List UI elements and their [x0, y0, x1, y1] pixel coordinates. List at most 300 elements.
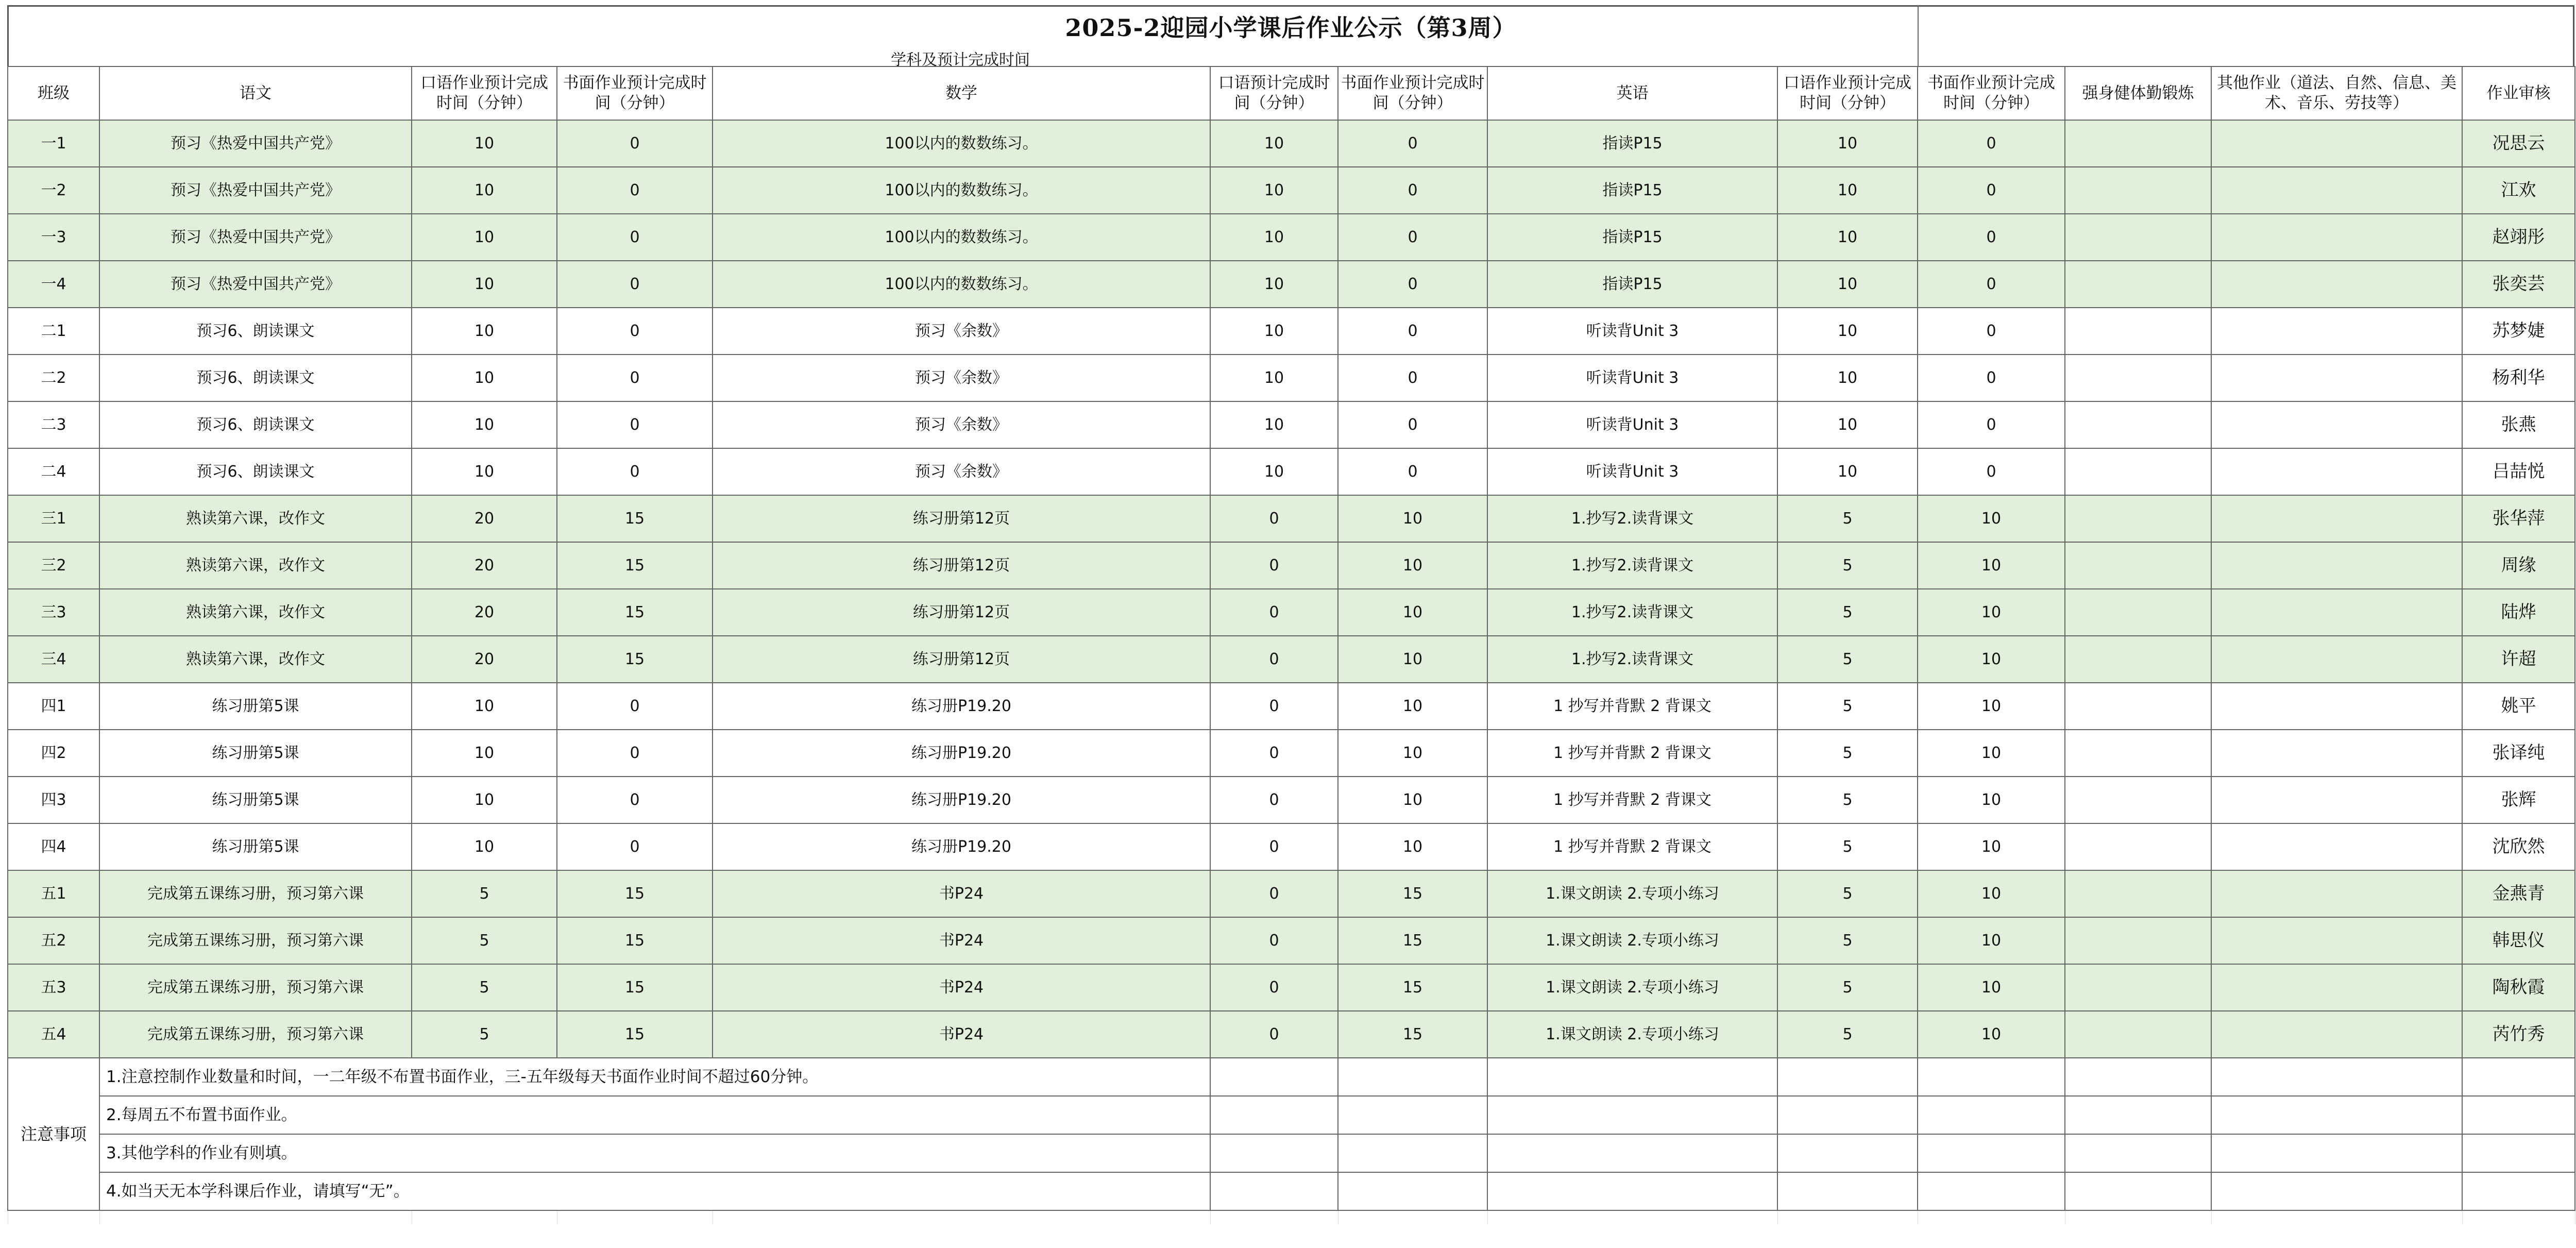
chinese-written-cell[interactable]: 0: [557, 401, 713, 448]
math-written-cell[interactable]: 0: [1338, 167, 1487, 214]
empty-cell[interactable]: [713, 1210, 1210, 1224]
math-written-cell[interactable]: 15: [1338, 1011, 1487, 1058]
chinese-written-cell[interactable]: 15: [557, 964, 713, 1011]
class-cell[interactable]: 一4: [8, 261, 99, 308]
math-oral-cell[interactable]: 0: [1210, 823, 1338, 870]
chinese-cell[interactable]: 预习6、朗读课文: [99, 308, 412, 355]
english-oral-cell[interactable]: 5: [1777, 777, 1918, 823]
chinese-written-cell[interactable]: 0: [557, 120, 713, 167]
empty-cell[interactable]: [2462, 1172, 2575, 1210]
math-oral-cell[interactable]: 0: [1210, 870, 1338, 917]
header-reviewer[interactable]: 作业审核: [2462, 66, 2575, 120]
english-written-cell[interactable]: 0: [1918, 355, 2065, 401]
chinese-written-cell[interactable]: 0: [557, 355, 713, 401]
english-oral-cell[interactable]: 10: [1777, 355, 1918, 401]
english-oral-cell[interactable]: 5: [1777, 495, 1918, 542]
empty-cell[interactable]: [1777, 1172, 1918, 1210]
math-oral-cell[interactable]: 0: [1210, 1011, 1338, 1058]
class-cell[interactable]: 四1: [8, 683, 99, 730]
english-oral-cell[interactable]: 10: [1777, 401, 1918, 448]
header-math-oral-time[interactable]: 口语预计完成时间（分钟）: [1210, 66, 1338, 120]
english-written-cell[interactable]: 0: [1918, 448, 2065, 495]
header-math[interactable]: 数学: [713, 66, 1210, 120]
reviewer-cell[interactable]: 沈欣然: [2462, 823, 2575, 870]
english-oral-cell[interactable]: 10: [1777, 261, 1918, 308]
chinese-oral-cell[interactable]: 20: [412, 636, 557, 683]
class-cell[interactable]: 四4: [8, 823, 99, 870]
chinese-cell[interactable]: 预习《热爱中国共产党》: [99, 120, 412, 167]
chinese-cell[interactable]: 预习6、朗读课文: [99, 401, 412, 448]
other-homework-cell[interactable]: [2211, 448, 2462, 495]
class-cell[interactable]: 二3: [8, 401, 99, 448]
chinese-oral-cell[interactable]: 10: [412, 823, 557, 870]
chinese-written-cell[interactable]: 0: [557, 683, 713, 730]
header-exercise[interactable]: 强身健体勤锻炼: [2065, 66, 2211, 120]
other-homework-cell[interactable]: [2211, 401, 2462, 448]
math-cell[interactable]: 预习《余数》: [713, 448, 1210, 495]
english-written-cell[interactable]: 10: [1918, 542, 2065, 589]
english-written-cell[interactable]: 10: [1918, 589, 2065, 636]
class-cell[interactable]: 三3: [8, 589, 99, 636]
math-oral-cell[interactable]: 0: [1210, 589, 1338, 636]
empty-cell[interactable]: [1487, 1058, 1777, 1096]
english-cell[interactable]: 听读背Unit 3: [1487, 401, 1777, 448]
math-oral-cell[interactable]: 10: [1210, 167, 1338, 214]
english-written-cell[interactable]: 0: [1918, 120, 2065, 167]
other-homework-cell[interactable]: [2211, 730, 2462, 777]
empty-cell[interactable]: [1210, 1210, 1338, 1224]
chinese-cell[interactable]: 练习册第5课: [99, 730, 412, 777]
empty-cell[interactable]: [1338, 1210, 1487, 1224]
exercise-cell[interactable]: [2065, 401, 2211, 448]
empty-cell[interactable]: [2462, 1058, 2575, 1096]
chinese-oral-cell[interactable]: 5: [412, 1011, 557, 1058]
exercise-cell[interactable]: [2065, 777, 2211, 823]
english-written-cell[interactable]: 10: [1918, 964, 2065, 1011]
chinese-oral-cell[interactable]: 10: [412, 730, 557, 777]
math-written-cell[interactable]: 15: [1338, 917, 1487, 964]
empty-cell[interactable]: [8, 1210, 99, 1224]
english-oral-cell[interactable]: 5: [1777, 589, 1918, 636]
empty-cell[interactable]: [1918, 1210, 2065, 1224]
other-homework-cell[interactable]: [2211, 683, 2462, 730]
notes-label[interactable]: 注意事项: [8, 1058, 99, 1210]
english-oral-cell[interactable]: 10: [1777, 167, 1918, 214]
chinese-cell[interactable]: 完成第五课练习册，预习第六课: [99, 917, 412, 964]
english-oral-cell[interactable]: 5: [1777, 542, 1918, 589]
reviewer-cell[interactable]: 张华萍: [2462, 495, 2575, 542]
exercise-cell[interactable]: [2065, 542, 2211, 589]
math-cell[interactable]: 练习册P19.20: [713, 683, 1210, 730]
chinese-cell[interactable]: 练习册第5课: [99, 777, 412, 823]
chinese-written-cell[interactable]: 0: [557, 448, 713, 495]
empty-cell[interactable]: [2462, 1134, 2575, 1172]
other-homework-cell[interactable]: [2211, 589, 2462, 636]
note-text[interactable]: 2.每周五不布置书面作业。: [99, 1096, 1210, 1134]
reviewer-cell[interactable]: 韩思仪: [2462, 917, 2575, 964]
reviewer-cell[interactable]: 张奕芸: [2462, 261, 2575, 308]
chinese-written-cell[interactable]: 0: [557, 214, 713, 261]
math-oral-cell[interactable]: 10: [1210, 261, 1338, 308]
math-cell[interactable]: 100以内的数数练习。: [713, 167, 1210, 214]
reviewer-cell[interactable]: 陆烨: [2462, 589, 2575, 636]
class-cell[interactable]: 二1: [8, 308, 99, 355]
math-written-cell[interactable]: 0: [1338, 448, 1487, 495]
other-homework-cell[interactable]: [2211, 214, 2462, 261]
empty-cell[interactable]: [557, 1210, 713, 1224]
empty-cell[interactable]: [1918, 1058, 2065, 1096]
empty-cell[interactable]: [2211, 1096, 2462, 1134]
other-homework-cell[interactable]: [2211, 355, 2462, 401]
chinese-cell[interactable]: 完成第五课练习册，预习第六课: [99, 964, 412, 1011]
exercise-cell[interactable]: [2065, 636, 2211, 683]
reviewer-cell[interactable]: 陶秋霞: [2462, 964, 2575, 1011]
chinese-cell[interactable]: 熟读第六课，改作文: [99, 636, 412, 683]
math-oral-cell[interactable]: 0: [1210, 636, 1338, 683]
math-oral-cell[interactable]: 10: [1210, 401, 1338, 448]
english-written-cell[interactable]: 10: [1918, 823, 2065, 870]
math-cell[interactable]: 书P24: [713, 870, 1210, 917]
class-cell[interactable]: 二4: [8, 448, 99, 495]
reviewer-cell[interactable]: 张燕: [2462, 401, 2575, 448]
empty-cell[interactable]: [412, 1210, 557, 1224]
chinese-oral-cell[interactable]: 20: [412, 542, 557, 589]
chinese-cell[interactable]: 熟读第六课，改作文: [99, 495, 412, 542]
english-cell[interactable]: 1.课文朗读 2.专项小练习: [1487, 1011, 1777, 1058]
reviewer-cell[interactable]: 周缘: [2462, 542, 2575, 589]
math-cell[interactable]: 练习册第12页: [713, 636, 1210, 683]
english-written-cell[interactable]: 10: [1918, 917, 2065, 964]
math-cell[interactable]: 书P24: [713, 917, 1210, 964]
english-written-cell[interactable]: 10: [1918, 777, 2065, 823]
english-cell[interactable]: 1 抄写并背默 2 背课文: [1487, 823, 1777, 870]
class-cell[interactable]: 三4: [8, 636, 99, 683]
exercise-cell[interactable]: [2065, 167, 2211, 214]
class-cell[interactable]: 三1: [8, 495, 99, 542]
reviewer-cell[interactable]: 杨利华: [2462, 355, 2575, 401]
math-oral-cell[interactable]: 0: [1210, 730, 1338, 777]
math-cell[interactable]: 预习《余数》: [713, 355, 1210, 401]
empty-cell[interactable]: [99, 1210, 412, 1224]
empty-cell[interactable]: [1487, 1172, 1777, 1210]
empty-cell[interactable]: [1777, 1096, 1918, 1134]
reviewer-cell[interactable]: 赵翊彤: [2462, 214, 2575, 261]
reviewer-cell[interactable]: 芮竹秀: [2462, 1011, 2575, 1058]
english-cell[interactable]: 1.抄写2.读背课文: [1487, 495, 1777, 542]
empty-cell[interactable]: [2211, 1210, 2462, 1224]
exercise-cell[interactable]: [2065, 448, 2211, 495]
other-homework-cell[interactable]: [2211, 120, 2462, 167]
math-written-cell[interactable]: 10: [1338, 589, 1487, 636]
other-homework-cell[interactable]: [2211, 1011, 2462, 1058]
math-oral-cell[interactable]: 0: [1210, 683, 1338, 730]
english-cell[interactable]: 1.抄写2.读背课文: [1487, 589, 1777, 636]
english-oral-cell[interactable]: 5: [1777, 823, 1918, 870]
chinese-oral-cell[interactable]: 10: [412, 355, 557, 401]
class-cell[interactable]: 二2: [8, 355, 99, 401]
exercise-cell[interactable]: [2065, 870, 2211, 917]
chinese-oral-cell[interactable]: 10: [412, 448, 557, 495]
empty-cell[interactable]: [1210, 1134, 1338, 1172]
chinese-cell[interactable]: 完成第五课练习册，预习第六课: [99, 870, 412, 917]
empty-cell[interactable]: [1777, 1210, 1918, 1224]
english-oral-cell[interactable]: 5: [1777, 917, 1918, 964]
math-written-cell[interactable]: 10: [1338, 823, 1487, 870]
english-written-cell[interactable]: 10: [1918, 636, 2065, 683]
chinese-written-cell[interactable]: 0: [557, 823, 713, 870]
english-written-cell[interactable]: 0: [1918, 308, 2065, 355]
chinese-written-cell[interactable]: 0: [557, 261, 713, 308]
english-cell[interactable]: 1.抄写2.读背课文: [1487, 542, 1777, 589]
chinese-oral-cell[interactable]: 10: [412, 120, 557, 167]
english-oral-cell[interactable]: 5: [1777, 730, 1918, 777]
english-cell[interactable]: 1.课文朗读 2.专项小练习: [1487, 964, 1777, 1011]
empty-cell[interactable]: [2211, 1134, 2462, 1172]
chinese-oral-cell[interactable]: 5: [412, 964, 557, 1011]
empty-cell[interactable]: [1210, 1172, 1338, 1210]
math-cell[interactable]: 100以内的数数练习。: [713, 261, 1210, 308]
chinese-oral-cell[interactable]: 10: [412, 777, 557, 823]
exercise-cell[interactable]: [2065, 1011, 2211, 1058]
exercise-cell[interactable]: [2065, 730, 2211, 777]
english-cell[interactable]: 指读P15: [1487, 261, 1777, 308]
exercise-cell[interactable]: [2065, 823, 2211, 870]
empty-cell[interactable]: [1487, 1210, 1777, 1224]
chinese-cell[interactable]: 预习《热爱中国共产党》: [99, 261, 412, 308]
empty-cell[interactable]: [1338, 1134, 1487, 1172]
english-cell[interactable]: 1.抄写2.读背课文: [1487, 636, 1777, 683]
math-cell[interactable]: 预习《余数》: [713, 308, 1210, 355]
english-cell[interactable]: 听读背Unit 3: [1487, 448, 1777, 495]
math-oral-cell[interactable]: 0: [1210, 542, 1338, 589]
english-cell[interactable]: 指读P15: [1487, 120, 1777, 167]
math-cell[interactable]: 练习册第12页: [713, 589, 1210, 636]
other-homework-cell[interactable]: [2211, 964, 2462, 1011]
exercise-cell[interactable]: [2065, 214, 2211, 261]
english-written-cell[interactable]: 10: [1918, 495, 2065, 542]
empty-cell[interactable]: [1210, 1096, 1338, 1134]
chinese-cell[interactable]: 练习册第5课: [99, 683, 412, 730]
chinese-oral-cell[interactable]: 10: [412, 261, 557, 308]
other-homework-cell[interactable]: [2211, 542, 2462, 589]
english-oral-cell[interactable]: 5: [1777, 870, 1918, 917]
other-homework-cell[interactable]: [2211, 917, 2462, 964]
chinese-oral-cell[interactable]: 20: [412, 495, 557, 542]
class-cell[interactable]: 一1: [8, 120, 99, 167]
class-cell[interactable]: 四3: [8, 777, 99, 823]
math-oral-cell[interactable]: 0: [1210, 777, 1338, 823]
reviewer-cell[interactable]: 金燕青: [2462, 870, 2575, 917]
english-cell[interactable]: 1.课文朗读 2.专项小练习: [1487, 917, 1777, 964]
math-written-cell[interactable]: 10: [1338, 683, 1487, 730]
reviewer-cell[interactable]: 况思云: [2462, 120, 2575, 167]
english-written-cell[interactable]: 10: [1918, 870, 2065, 917]
math-cell[interactable]: 练习册P19.20: [713, 823, 1210, 870]
chinese-cell[interactable]: 熟读第六课，改作文: [99, 589, 412, 636]
math-cell[interactable]: 练习册P19.20: [713, 777, 1210, 823]
english-cell[interactable]: 1 抄写并背默 2 背课文: [1487, 777, 1777, 823]
math-written-cell[interactable]: 10: [1338, 636, 1487, 683]
chinese-oral-cell[interactable]: 10: [412, 683, 557, 730]
english-oral-cell[interactable]: 10: [1777, 214, 1918, 261]
chinese-written-cell[interactable]: 15: [557, 1011, 713, 1058]
english-written-cell[interactable]: 10: [1918, 1011, 2065, 1058]
header-chinese-oral-time[interactable]: 口语作业预计完成时间（分钟）: [412, 66, 557, 120]
math-written-cell[interactable]: 0: [1338, 355, 1487, 401]
exercise-cell[interactable]: [2065, 120, 2211, 167]
chinese-cell[interactable]: 预习6、朗读课文: [99, 355, 412, 401]
empty-cell[interactable]: [1487, 1096, 1777, 1134]
other-homework-cell[interactable]: [2211, 870, 2462, 917]
chinese-oral-cell[interactable]: 10: [412, 308, 557, 355]
math-cell[interactable]: 书P24: [713, 964, 1210, 1011]
class-cell[interactable]: 五2: [8, 917, 99, 964]
exercise-cell[interactable]: [2065, 917, 2211, 964]
reviewer-cell[interactable]: 张译纯: [2462, 730, 2575, 777]
note-text[interactable]: 4.如当天无本学科课后作业，请填写“无”。: [99, 1172, 1210, 1210]
chinese-cell[interactable]: 预习6、朗读课文: [99, 448, 412, 495]
empty-cell[interactable]: [2211, 1058, 2462, 1096]
english-written-cell[interactable]: 0: [1918, 167, 2065, 214]
english-cell[interactable]: 1.课文朗读 2.专项小练习: [1487, 870, 1777, 917]
other-homework-cell[interactable]: [2211, 495, 2462, 542]
chinese-written-cell[interactable]: 15: [557, 636, 713, 683]
math-cell[interactable]: 预习《余数》: [713, 401, 1210, 448]
chinese-written-cell[interactable]: 15: [557, 870, 713, 917]
empty-cell[interactable]: [1487, 1134, 1777, 1172]
chinese-written-cell[interactable]: 0: [557, 730, 713, 777]
class-cell[interactable]: 四2: [8, 730, 99, 777]
math-written-cell[interactable]: 15: [1338, 870, 1487, 917]
chinese-oral-cell[interactable]: 5: [412, 917, 557, 964]
empty-cell[interactable]: [2462, 1096, 2575, 1134]
header-chinese-written-time[interactable]: 书面作业预计完成时间（分钟）: [557, 66, 713, 120]
math-oral-cell[interactable]: 0: [1210, 917, 1338, 964]
reviewer-cell[interactable]: 张辉: [2462, 777, 2575, 823]
exercise-cell[interactable]: [2065, 683, 2211, 730]
english-cell[interactable]: 1 抄写并背默 2 背课文: [1487, 730, 1777, 777]
math-written-cell[interactable]: 15: [1338, 964, 1487, 1011]
chinese-written-cell[interactable]: 15: [557, 589, 713, 636]
english-oral-cell[interactable]: 5: [1777, 964, 1918, 1011]
chinese-written-cell[interactable]: 0: [557, 167, 713, 214]
math-cell[interactable]: 练习册第12页: [713, 542, 1210, 589]
empty-cell[interactable]: [2065, 1210, 2211, 1224]
empty-cell[interactable]: [1777, 1134, 1918, 1172]
header-english-written-time[interactable]: 书面作业预计完成时间（分钟）: [1918, 66, 2065, 120]
english-cell[interactable]: 指读P15: [1487, 167, 1777, 214]
empty-cell[interactable]: [1338, 1058, 1487, 1096]
english-cell[interactable]: 听读背Unit 3: [1487, 308, 1777, 355]
class-cell[interactable]: 五4: [8, 1011, 99, 1058]
math-written-cell[interactable]: 10: [1338, 777, 1487, 823]
math-cell[interactable]: 100以内的数数练习。: [713, 214, 1210, 261]
chinese-cell[interactable]: 熟读第六课，改作文: [99, 542, 412, 589]
empty-cell[interactable]: [2065, 1096, 2211, 1134]
other-homework-cell[interactable]: [2211, 261, 2462, 308]
math-written-cell[interactable]: 0: [1338, 308, 1487, 355]
header-other-homework[interactable]: 其他作业（道法、自然、信息、美术、音乐、劳技等）: [2211, 66, 2462, 120]
math-cell[interactable]: 练习册P19.20: [713, 730, 1210, 777]
math-oral-cell[interactable]: 10: [1210, 214, 1338, 261]
english-oral-cell[interactable]: 5: [1777, 683, 1918, 730]
math-oral-cell[interactable]: 10: [1210, 448, 1338, 495]
header-class[interactable]: 班级: [8, 66, 99, 120]
class-cell[interactable]: 三2: [8, 542, 99, 589]
empty-cell[interactable]: [1777, 1058, 1918, 1096]
math-written-cell[interactable]: 0: [1338, 120, 1487, 167]
note-text[interactable]: 1.注意控制作业数量和时间，一二年级不布置书面作业，三-五年级每天书面作业时间不超过60分钟。: [99, 1058, 1210, 1096]
math-written-cell[interactable]: 10: [1338, 495, 1487, 542]
math-cell[interactable]: 书P24: [713, 1011, 1210, 1058]
empty-cell[interactable]: [1338, 1096, 1487, 1134]
english-oral-cell[interactable]: 10: [1777, 448, 1918, 495]
reviewer-cell[interactable]: 苏梦婕: [2462, 308, 2575, 355]
chinese-written-cell[interactable]: 15: [557, 917, 713, 964]
reviewer-cell[interactable]: 江欢: [2462, 167, 2575, 214]
empty-cell[interactable]: [1918, 1134, 2065, 1172]
empty-cell[interactable]: [1918, 1172, 2065, 1210]
exercise-cell[interactable]: [2065, 964, 2211, 1011]
chinese-oral-cell[interactable]: 5: [412, 870, 557, 917]
reviewer-cell[interactable]: 吕喆悦: [2462, 448, 2575, 495]
class-cell[interactable]: 一3: [8, 214, 99, 261]
math-cell[interactable]: 练习册第12页: [713, 495, 1210, 542]
reviewer-cell[interactable]: 许超: [2462, 636, 2575, 683]
chinese-oral-cell[interactable]: 10: [412, 167, 557, 214]
empty-cell[interactable]: [2462, 1210, 2575, 1224]
math-written-cell[interactable]: 10: [1338, 730, 1487, 777]
other-homework-cell[interactable]: [2211, 823, 2462, 870]
header-math-written-time[interactable]: 书面作业预计完成时间（分钟）: [1338, 66, 1487, 120]
english-written-cell[interactable]: 10: [1918, 683, 2065, 730]
chinese-written-cell[interactable]: 15: [557, 495, 713, 542]
class-cell[interactable]: 五3: [8, 964, 99, 1011]
other-homework-cell[interactable]: [2211, 167, 2462, 214]
header-chinese[interactable]: 语文: [99, 66, 412, 120]
class-cell[interactable]: 一2: [8, 167, 99, 214]
chinese-written-cell[interactable]: 0: [557, 777, 713, 823]
other-homework-cell[interactable]: [2211, 308, 2462, 355]
exercise-cell[interactable]: [2065, 261, 2211, 308]
exercise-cell[interactable]: [2065, 355, 2211, 401]
english-written-cell[interactable]: 10: [1918, 730, 2065, 777]
chinese-oral-cell[interactable]: 10: [412, 214, 557, 261]
english-oral-cell[interactable]: 10: [1777, 308, 1918, 355]
exercise-cell[interactable]: [2065, 589, 2211, 636]
math-written-cell[interactable]: 0: [1338, 214, 1487, 261]
math-oral-cell[interactable]: 0: [1210, 495, 1338, 542]
english-oral-cell[interactable]: 5: [1777, 636, 1918, 683]
chinese-oral-cell[interactable]: 10: [412, 401, 557, 448]
empty-cell[interactable]: [2065, 1058, 2211, 1096]
chinese-cell[interactable]: 预习《热爱中国共产党》: [99, 214, 412, 261]
empty-cell[interactable]: [1918, 1096, 2065, 1134]
reviewer-cell[interactable]: 姚平: [2462, 683, 2575, 730]
english-cell[interactable]: 1 抄写并背默 2 背课文: [1487, 683, 1777, 730]
math-oral-cell[interactable]: 10: [1210, 120, 1338, 167]
english-oral-cell[interactable]: 5: [1777, 1011, 1918, 1058]
math-oral-cell[interactable]: 10: [1210, 355, 1338, 401]
empty-cell[interactable]: [1338, 1172, 1487, 1210]
note-text[interactable]: 3.其他学科的作业有则填。: [99, 1134, 1210, 1172]
other-homework-cell[interactable]: [2211, 636, 2462, 683]
english-cell[interactable]: 指读P15: [1487, 214, 1777, 261]
english-written-cell[interactable]: 0: [1918, 261, 2065, 308]
english-written-cell[interactable]: 0: [1918, 401, 2065, 448]
english-written-cell[interactable]: 0: [1918, 214, 2065, 261]
empty-cell[interactable]: [1210, 1058, 1338, 1096]
